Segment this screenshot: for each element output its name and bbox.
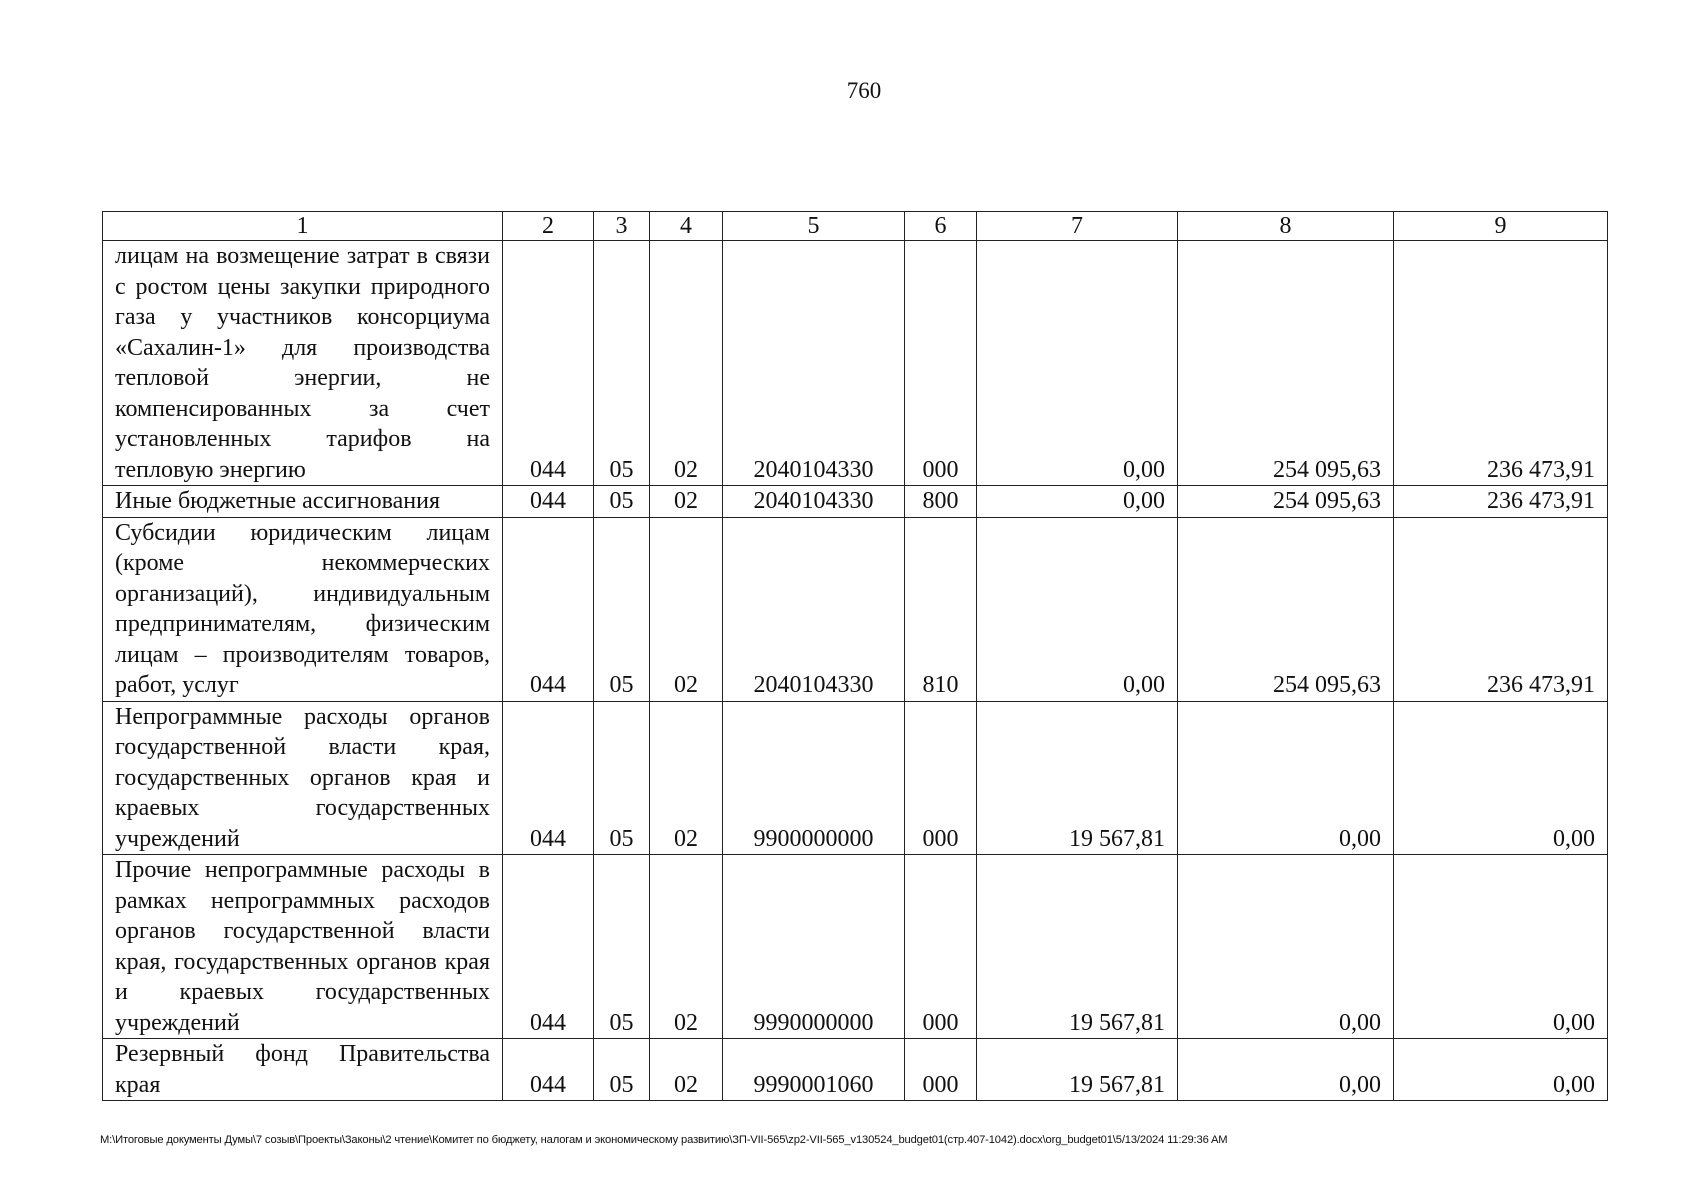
cell-amount-7: 0,00 (977, 241, 1178, 486)
row-name: лицам на возмещение затрат в связи с ростом цены закупки природного газа у участников консорциума «Сахалин-1» для производства тепловой энергии, не компенсированных за счет установленных тарифов на тепловую энергию (103, 241, 503, 486)
cell-amount-9: 236 473,91 (1394, 241, 1608, 486)
row-name: Непрограммные расходы органов государственной власти края, государственных органов края и краевых государственных учреждений (103, 701, 503, 855)
header-cell: 2 (503, 212, 594, 241)
cell-code-3: 05 (594, 486, 650, 518)
cell-code-4: 02 (650, 1039, 723, 1101)
cell-code-5: 2040104330 (723, 517, 905, 701)
table-header-row (103, 212, 1608, 241)
cell-code-2: 044 (503, 1039, 594, 1101)
cell-amount-8: 0,00 (1178, 701, 1394, 855)
cell-amount-8: 254 095,63 (1178, 517, 1394, 701)
cell-code-6: 000 (905, 241, 977, 486)
cell-code-6: 800 (905, 486, 977, 518)
cell-amount-8: 0,00 (1178, 1039, 1394, 1101)
cell-amount-9: 0,00 (1394, 855, 1608, 1039)
cell-amount-9: 236 473,91 (1394, 517, 1608, 701)
header-cell: 7 (977, 212, 1178, 241)
cell-code-3: 05 (594, 1039, 650, 1101)
header-cell: 4 (650, 212, 723, 241)
table-row (103, 241, 1608, 486)
cell-code-6: 000 (905, 1039, 977, 1101)
cell-amount-7: 0,00 (977, 486, 1178, 518)
cell-code-4: 02 (650, 517, 723, 701)
header-cell: 5 (723, 212, 905, 241)
table-row (103, 1039, 1608, 1101)
cell-code-2: 044 (503, 486, 594, 518)
page-number: 760 (846, 78, 882, 103)
cell-amount-8: 0,00 (1178, 855, 1394, 1039)
cell-code-3: 05 (594, 517, 650, 701)
header-cell: 1 (103, 212, 503, 241)
cell-amount-9: 0,00 (1394, 1039, 1608, 1101)
cell-code-4: 02 (650, 701, 723, 855)
cell-code-2: 044 (503, 517, 594, 701)
header-cell: 3 (594, 212, 650, 241)
header-cell: 6 (905, 212, 977, 241)
cell-amount-8: 254 095,63 (1178, 241, 1394, 486)
cell-amount-9: 0,00 (1394, 701, 1608, 855)
row-name: Резервный фонд Правительства края (103, 1039, 503, 1101)
cell-code-6: 000 (905, 701, 977, 855)
cell-code-6: 810 (905, 517, 977, 701)
table-row (103, 517, 1608, 701)
cell-code-2: 044 (503, 855, 594, 1039)
table-row (103, 486, 1608, 518)
table-row (103, 855, 1608, 1039)
cell-code-3: 05 (594, 855, 650, 1039)
table-row (103, 701, 1608, 855)
cell-code-3: 05 (594, 241, 650, 486)
cell-amount-7: 0,00 (977, 517, 1178, 701)
row-name: Иные бюджетные ассигнования (103, 486, 503, 518)
row-name: Прочие непрограммные расходы в рамках непрограммных расходов органов государственной власти края, государственных органов края и краевых государственных учреждений (103, 855, 503, 1039)
cell-amount-7: 19 567,81 (977, 701, 1178, 855)
cell-code-5: 9900000000 (723, 701, 905, 855)
cell-code-4: 02 (650, 486, 723, 518)
cell-code-5: 2040104330 (723, 241, 905, 486)
cell-code-6: 000 (905, 855, 977, 1039)
cell-code-2: 044 (503, 241, 594, 486)
header-cell: 9 (1394, 212, 1608, 241)
cell-code-2: 044 (503, 701, 594, 855)
cell-code-5: 2040104330 (723, 486, 905, 518)
cell-code-4: 02 (650, 855, 723, 1039)
header-cell: 8 (1178, 212, 1394, 241)
cell-amount-9: 236 473,91 (1394, 486, 1608, 518)
cell-amount-8: 254 095,63 (1178, 486, 1394, 518)
document-file-path: M:\Итоговые документы Думы\7 созыв\Проекты\Законы\2 чтение\Комитет по бюджету, налогам и экономическому развитию\ЗП-VII-565\zp2-VII-565_v130524_budget01(стр.407-1042).docx\org_budget01\5/13/2024 11:29:36 AM (100, 1134, 1228, 1146)
cell-amount-7: 19 567,81 (977, 855, 1178, 1039)
cell-code-4: 02 (650, 241, 723, 486)
cell-code-5: 9990000000 (723, 855, 905, 1039)
cell-code-3: 05 (594, 701, 650, 855)
cell-code-5: 9990001060 (723, 1039, 905, 1101)
budget-table (102, 211, 1608, 1101)
row-name: Субсидии юридическим лицам (кроме некоммерческих организаций), индивидуальным предпринимателям, физическим лицам – производителям товаров, работ, услуг (103, 517, 503, 701)
cell-amount-7: 19 567,81 (977, 1039, 1178, 1101)
